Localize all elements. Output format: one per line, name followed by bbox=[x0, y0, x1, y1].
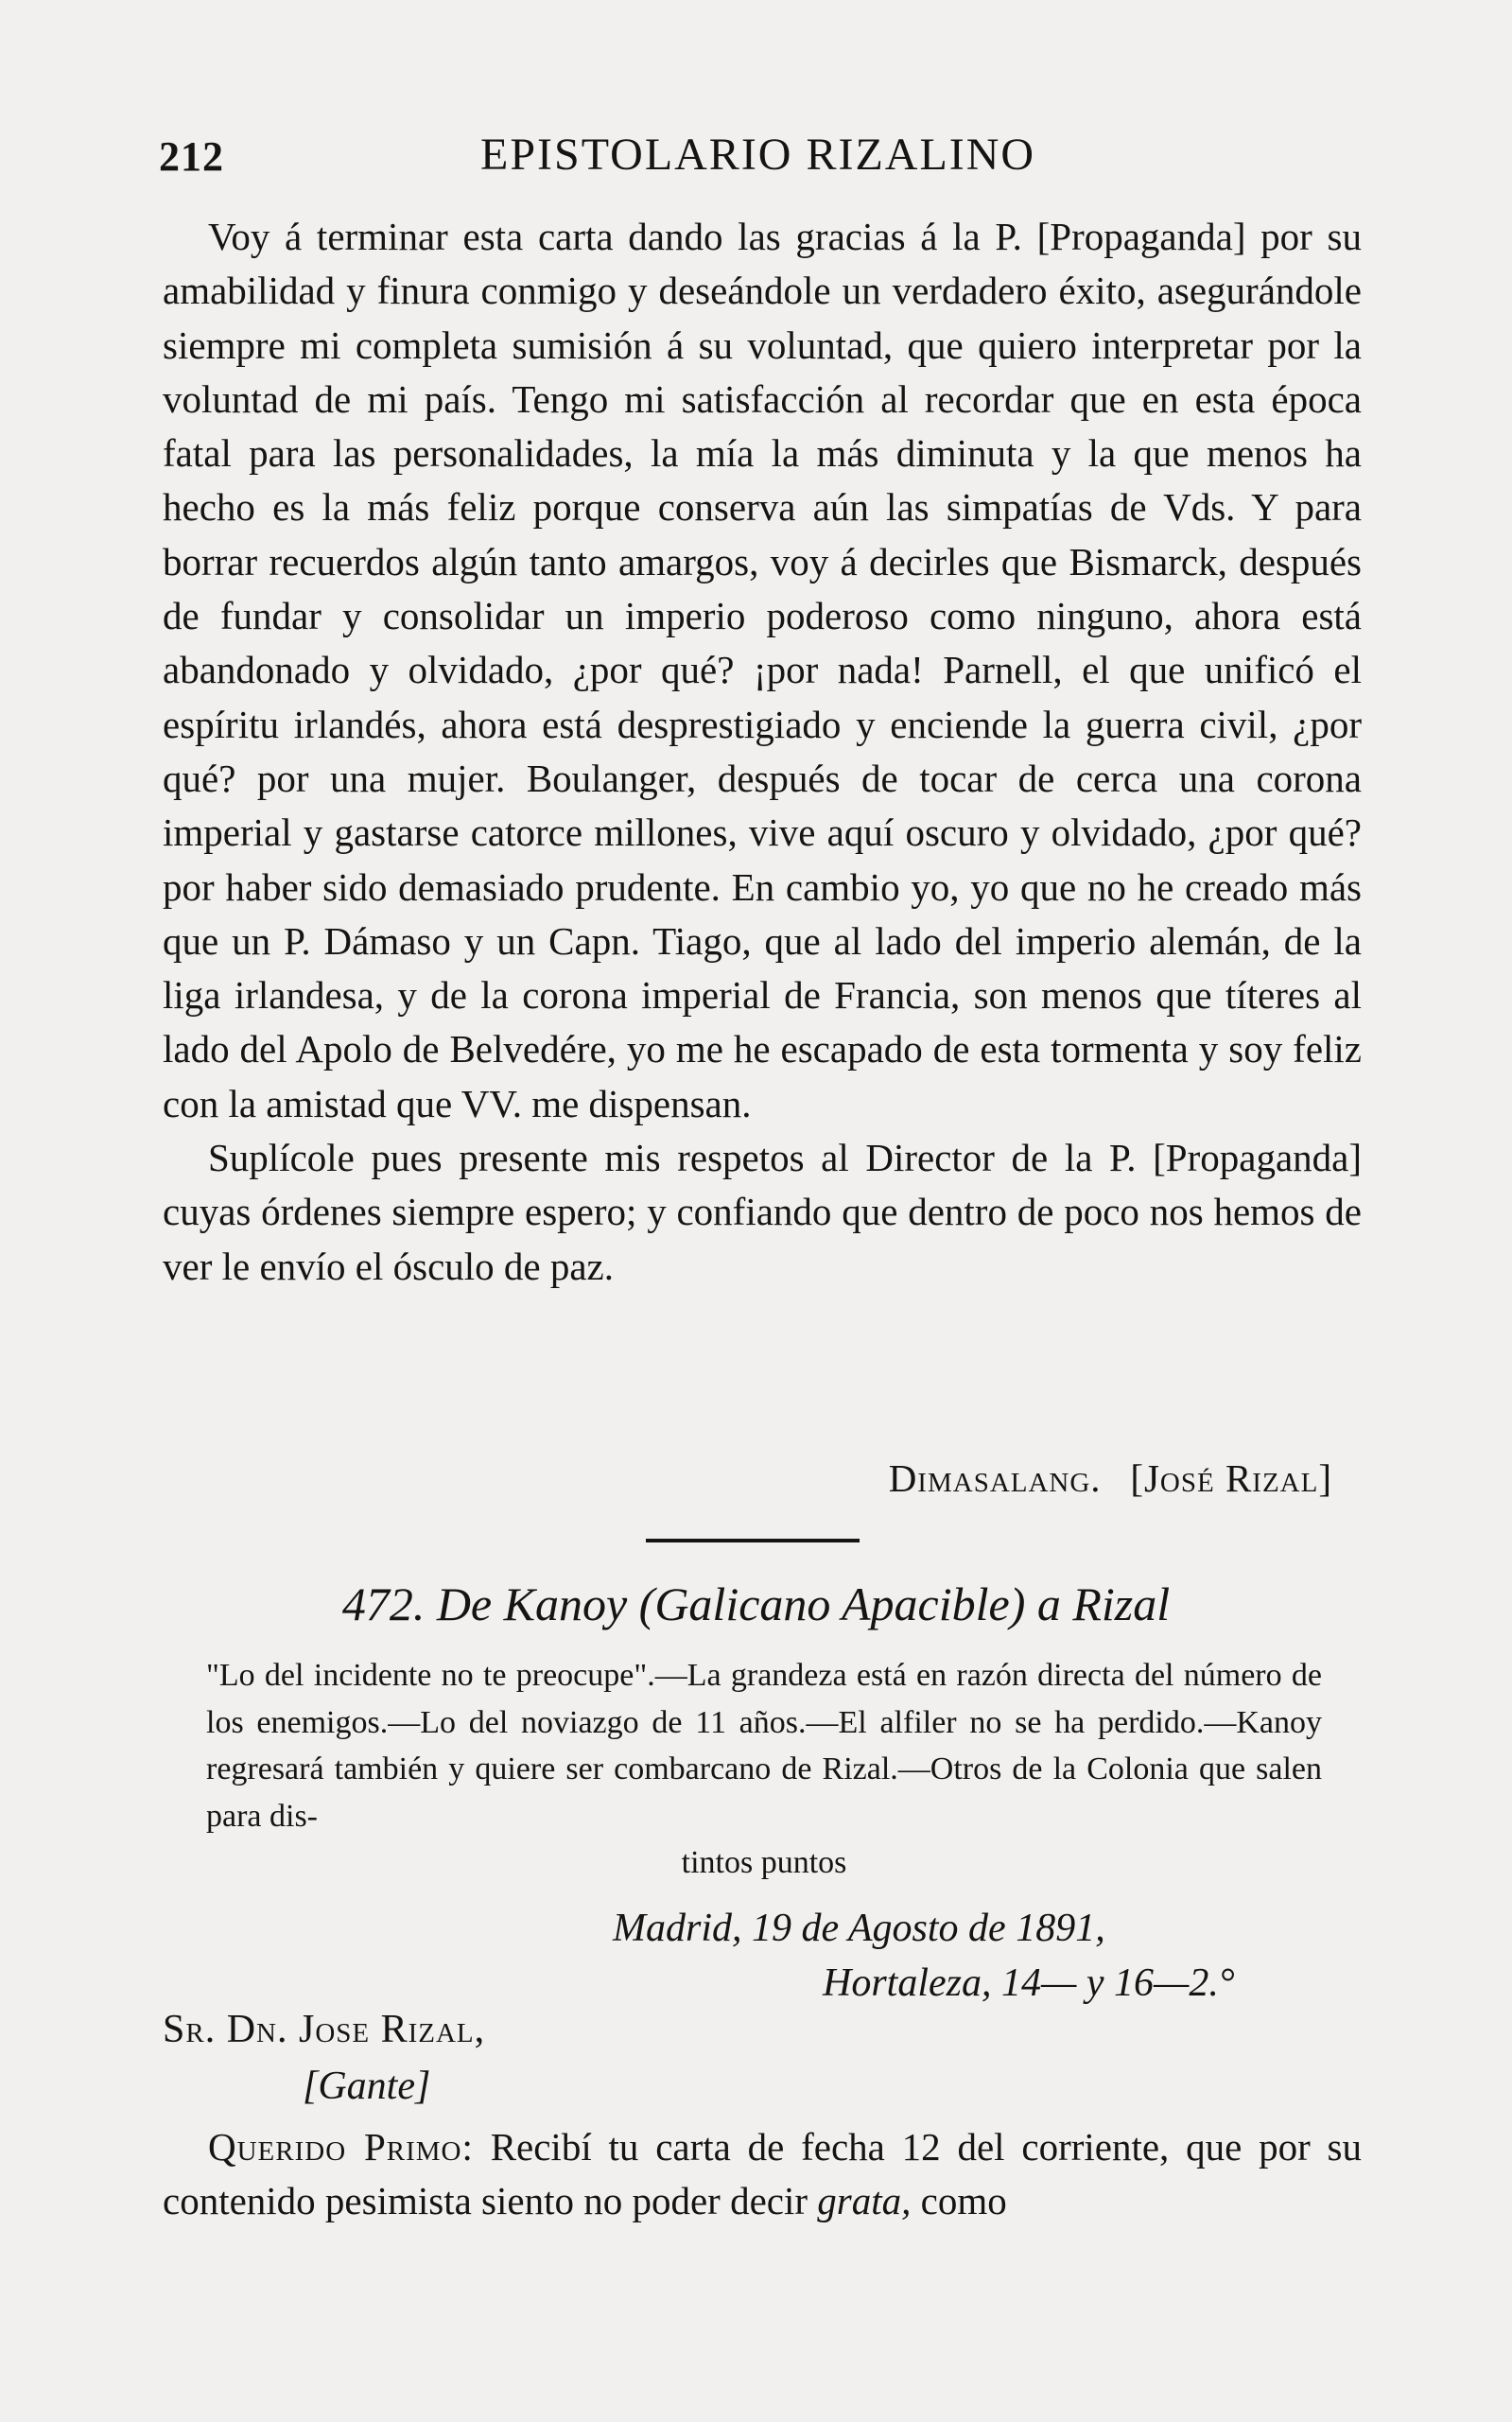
opening-tail: como bbox=[920, 2179, 1007, 2223]
summary-last-line: tintos puntos bbox=[681, 1845, 847, 1880]
section-divider bbox=[646, 1539, 860, 1542]
letter-opening bbox=[163, 2120, 1362, 2229]
salutation: Querido Primo: bbox=[208, 2125, 474, 2169]
body-paragraph-2: Suplícole pues presente mis respetos al Director de la P. [Propaganda] cuyas órdenes siempre espero; y confiando que dentro de poco nos hemos de ver le envío el ósculo de paz. bbox=[163, 1136, 1362, 1288]
addressee-name: Sr. Dn. Jose Rizal, bbox=[163, 2008, 486, 2051]
dateline-place-date: Madrid, 19 de Agosto de 1891, bbox=[613, 1907, 1105, 1950]
summary-text: "Lo del incidente no te preocupe".—La grandeza está en razón directa del número de los enemigos.—Lo del noviazgo de 11 años.—El alfiler no se ha perdido.—Kanoy regresará también y quiere ser combarcano de Rizal.—Otros de la Colonia que salen para dis- bbox=[206, 1658, 1322, 1834]
letter-summary bbox=[206, 1652, 1322, 1887]
running-head: EPISTOLARIO RIZALINO bbox=[480, 130, 1036, 180]
addressee bbox=[163, 2001, 485, 2115]
signature-pseudonym: Dimasalang. bbox=[888, 1456, 1102, 1500]
page-header bbox=[159, 121, 1362, 187]
dateline bbox=[567, 1901, 1324, 2011]
addressee-location: [Gante] bbox=[303, 2065, 431, 2108]
letter-body bbox=[163, 210, 1362, 1294]
signature bbox=[889, 1452, 1332, 1506]
letter-title: 472. De Kanoy (Galicano Apacible) a Rizal bbox=[341, 1577, 1171, 1630]
signature-name: [José Rizal] bbox=[1130, 1456, 1332, 1500]
opening-emphasis: grata, bbox=[817, 2179, 912, 2223]
body-paragraph-1: Voy á terminar esta carta dando las gracias á la P. [Propaganda] por su amabilidad y finura conmigo y deseándole un verdadero éxito, asegurándole siempre mi completa sumisión á su voluntad, que quiero interpretar por la voluntad de mi país. Tengo mi satisfacción al recordar que en esta época fatal para las personalidades, la mía la más diminuta y la que menos ha hecho es la más feliz porque conserva aún las simpatías de Vds. Y para borrar recuerdos algún tanto amargos, voy á decirles que Bismarck, después de fundar y consolidar un imperio poderoso como ninguno, ahora está abandonado y olvidado, ¿por qué? ¡por nada! Parnell, el que unificó el espíritu irlandés, ahora está desprestigiado y enciende la guerra civil, ¿por qué? por una mujer. Boulanger, después de tocar de cerca una corona imperial y gastarse catorce millones, vive aquí oscuro y olvidado, ¿por qué? por haber sido demasiado prudente. En cambio yo, yo que no he creado más que un P. Dámaso y un Capn. Tiago, que al lado del imperio alemán, de la liga irlandesa, y de la corona imperial de Francia, son menos que títeres al lado del Apolo de Belvedére, yo me he escapado de esta tormenta y soy feliz con la amistad que VV. me dispensan. bbox=[163, 215, 1362, 1125]
page-number: 212 bbox=[159, 133, 224, 180]
opening-text: Recibí tu carta de fecha 12 del corriente, que por su contenido pesimista siento no poder decir bbox=[163, 2125, 1363, 2223]
dateline-address: Hortaleza, 14— y 16—2.° bbox=[823, 1961, 1235, 2005]
